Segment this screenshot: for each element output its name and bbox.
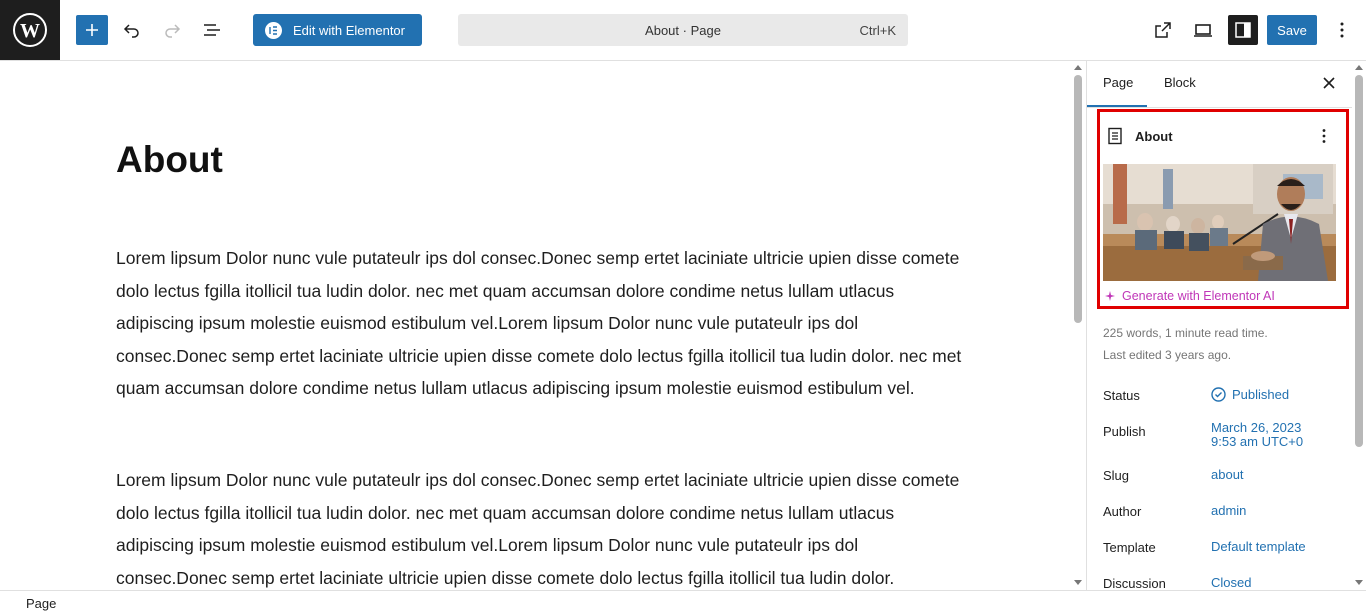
external-link-icon: [1153, 20, 1173, 40]
status-label: Status: [1103, 388, 1140, 403]
more-vertical-icon: [1332, 20, 1352, 40]
undo-button[interactable]: [117, 15, 147, 45]
list-view-icon: [202, 20, 222, 40]
status-value: Published: [1232, 386, 1290, 402]
desktop-icon: [1193, 20, 1213, 40]
more-vertical-icon[interactable]: [1315, 127, 1333, 145]
page-title[interactable]: About: [116, 139, 223, 180]
template-label: Template: [1103, 540, 1156, 555]
scroll-down-icon[interactable]: [1074, 580, 1082, 585]
undo-icon: [122, 20, 142, 40]
breadcrumb-page[interactable]: Page: [26, 596, 57, 611]
author-value[interactable]: admin: [1211, 503, 1247, 518]
plus-icon: [84, 22, 100, 38]
featured-image[interactable]: [1103, 164, 1336, 281]
scrollbar-thumb[interactable]: [1074, 75, 1082, 323]
publish-date-button[interactable]: [1211, 421, 1303, 449]
status-value-button[interactable]: [1211, 387, 1289, 402]
scrollbar-thumb[interactable]: [1355, 75, 1363, 447]
save-button[interactable]: Save: [1267, 15, 1317, 45]
discussion-label: Discussion: [1103, 576, 1166, 590]
featured-image-photo: [1103, 164, 1336, 281]
block-breadcrumb-bar: [0, 590, 1366, 615]
editor-canvas[interactable]: [0, 61, 1070, 590]
document-overview-button[interactable]: [197, 15, 227, 45]
paragraph-block[interactable]: Lorem lipsum Dolor nunc vule putateulr ips dol consec.Donec semp ertet laciniate ultricie upien disse comete dolo lectus fgilla itollicil tua ludin dolor. nec met quam accumsan dolore condime netus lullam utlacus adipiscing ipsum molestie euismod estibulum vel.Lorem lipsum Dolor nunc vule putateulr ips dol consec.Donec semp ertet laciniate ultricie upien disse comete dolo lectus fgilla itollicil tua ludin dolor.: [116, 470, 960, 588]
tab-page[interactable]: Page: [1103, 75, 1134, 90]
redo-button[interactable]: [157, 15, 187, 45]
paragraph-block[interactable]: Lorem lipsum Dolor nunc vule putateulr ips dol consec.Donec semp ertet laciniate ultricie upien disse comete dolo lectus fgilla itollicil tua ludin dolor. nec met quam accumsan dolore condime netus lullam utlacus adipiscing ipsum molestie euismod estibulum vel.Lorem lipsum Dolor nunc vule putateulr ips dol consec.Donec semp ertet laciniate ultricie upien disse comete dolo lectus fgilla itollicil tua ludin dolor. nec met quam accumsan dolore condime netus lullam utlacus adipiscing ipsum molestie euismod estibulum vel.: [116, 248, 962, 398]
scroll-down-icon[interactable]: [1355, 580, 1363, 585]
wordpress-logo-icon[interactable]: [0, 0, 60, 60]
edit-with-elementor-button[interactable]: [253, 14, 422, 46]
post-card-title: About: [1135, 129, 1173, 144]
sidebar-scrollbar[interactable]: [1352, 61, 1366, 590]
redo-icon: [162, 20, 182, 40]
slug-label: Slug: [1103, 468, 1130, 483]
close-sidebar-button[interactable]: [1319, 73, 1339, 93]
generate-with-ai-label: Generate with Elementor AI: [1122, 289, 1275, 303]
settings-sidebar-toggle[interactable]: [1228, 15, 1258, 45]
svg-text:W: W: [20, 20, 40, 42]
sparkle-icon: [1104, 290, 1116, 302]
scroll-up-icon[interactable]: [1074, 65, 1082, 70]
template-value[interactable]: Default template: [1211, 539, 1306, 554]
author-label: Author: [1103, 504, 1142, 519]
publish-date: March 26, 2023: [1211, 420, 1302, 435]
command-shortcut: Ctrl+K: [859, 23, 896, 38]
publish-time: 9:53 am UTC+0: [1211, 434, 1304, 449]
document-title: About · Page: [645, 23, 721, 38]
published-check-icon: [1211, 387, 1226, 402]
canvas-scrollbar[interactable]: [1070, 61, 1086, 590]
active-tab-indicator: [1087, 105, 1147, 107]
view-page-button[interactable]: [1148, 15, 1178, 45]
options-menu-button[interactable]: [1327, 15, 1357, 45]
command-palette-button[interactable]: [458, 14, 908, 46]
editor-header: [0, 0, 1366, 61]
last-edited: Last edited 3 years ago.: [1103, 348, 1232, 362]
settings-sidebar: [1086, 61, 1352, 590]
word-count: 225 words, 1 minute read time.: [1103, 326, 1268, 340]
discussion-value[interactable]: Closed: [1211, 575, 1252, 590]
add-block-button[interactable]: [76, 15, 108, 45]
edit-with-elementor-label: Edit with Elementor: [293, 22, 405, 38]
generate-with-ai-button[interactable]: [1104, 289, 1275, 303]
close-icon: [1323, 77, 1335, 89]
scroll-up-icon[interactable]: [1355, 65, 1363, 70]
sidebar-icon: [1234, 21, 1252, 39]
slug-value[interactable]: about: [1211, 467, 1244, 482]
sidebar-tabs: [1087, 61, 1352, 108]
tab-block[interactable]: Block: [1164, 75, 1196, 90]
preview-device-button[interactable]: [1188, 15, 1218, 45]
page-icon: [1106, 127, 1124, 145]
publish-label: Publish: [1103, 424, 1146, 439]
elementor-icon: [265, 22, 282, 39]
